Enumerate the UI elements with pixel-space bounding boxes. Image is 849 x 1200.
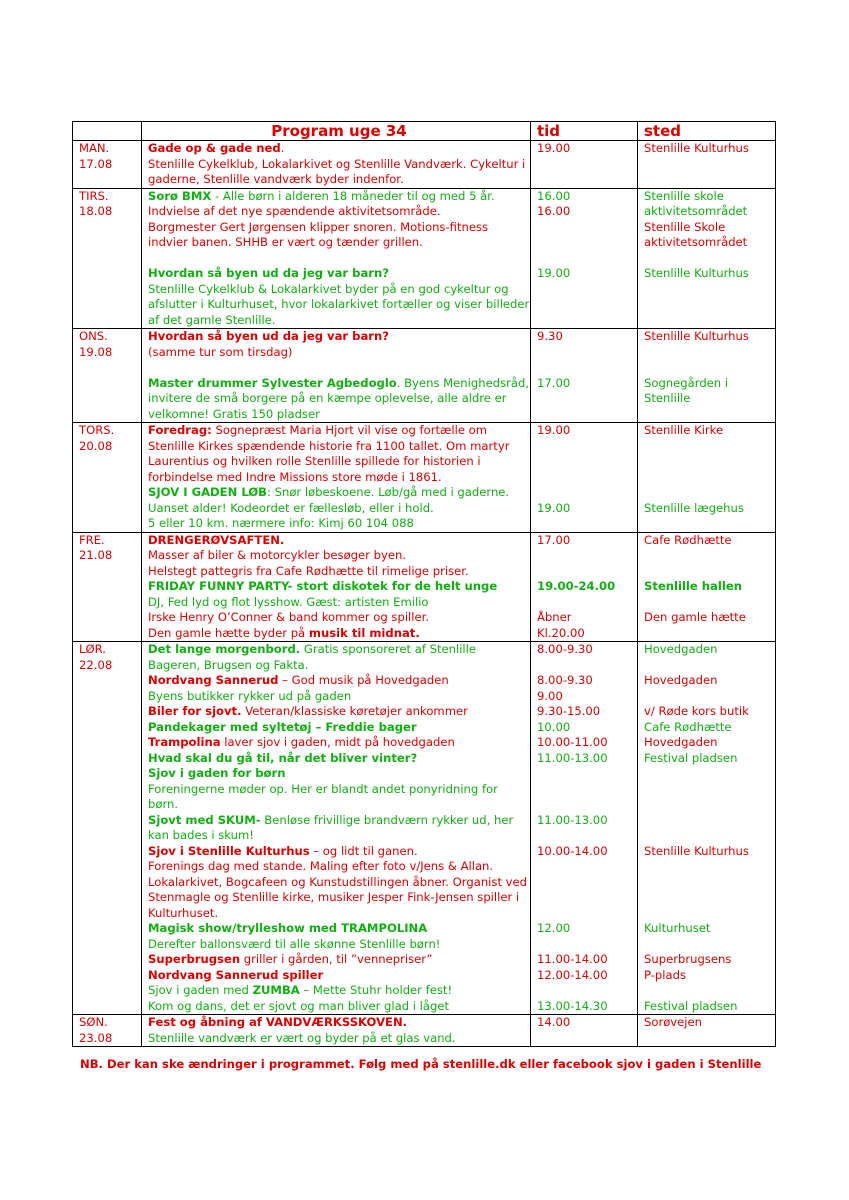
activity-highlight: Hvordan så byen ud da jeg var barn? — [148, 329, 390, 343]
time-value: 16.00 — [537, 188, 571, 203]
activity-highlight: Master drummer Sylvester Agbedoglo — [148, 375, 397, 390]
place-value: Stenlille Kulturhus — [644, 843, 749, 858]
place-cell — [638, 329, 776, 423]
spacer — [644, 937, 775, 953]
table-row — [73, 642, 776, 1015]
time-value: 14.00 — [537, 1015, 571, 1029]
weekday: MAN. — [79, 141, 110, 155]
date: 20.08 — [79, 438, 113, 453]
activity-span: Kom og dans, det er sjovt og man bliver glad i låget — [148, 998, 450, 1013]
activity-highlight: Sjov i Stenlille Kulturhus — [148, 843, 310, 858]
table-row — [73, 532, 776, 642]
day-cell — [73, 329, 142, 423]
activity-highlight: Pandekager med syltetøj – Freddie bager — [148, 719, 417, 734]
activity-span: – Mette Stuhr holder fest! — [299, 983, 453, 997]
spacer — [537, 548, 637, 564]
spacer — [537, 875, 637, 891]
activity-span: Gratis sponsoreret af Stenlille Bageren, Brugsen og Fakta. — [148, 642, 476, 672]
time-value: 17.00 — [537, 532, 571, 547]
activity-text — [148, 844, 530, 860]
footer-note: NB. Der kan ske ændringer i programmet. Følg med på stenlille.dk eller facebook sjov i gaden i Stenlille — [80, 1057, 762, 1071]
table-row — [73, 141, 776, 189]
place-value: Superbrugsens — [644, 952, 732, 966]
spacer — [537, 906, 637, 922]
weekday: SØN. — [79, 1015, 108, 1029]
time-value: Åbner — [537, 610, 572, 624]
activity-span: Forenings dag med stande. Maling efter foto v/Jens & Allan. Lokalarkivet, Bogcafeen og Kunstudstillingen åbner. Organist ved Stenmagle og Stenlille kirke, musiker Jesper Fink-Jensen spiller i Kulturhuset. — [148, 859, 528, 920]
activity-highlight: DRENGERØVSAFTEN. — [148, 532, 285, 547]
activity-span: . — [280, 141, 285, 155]
time-value: 12.00-14.00 — [537, 967, 608, 982]
time-value: 19.00 — [537, 500, 571, 515]
activity-span: DJ, Fed lyd og flot lysshow. Gæst: artisten Emilio — [148, 594, 429, 609]
spacer — [644, 906, 775, 922]
day-cell — [73, 532, 142, 642]
time-cell — [531, 141, 638, 189]
spacer — [148, 360, 530, 376]
activity-text — [148, 579, 530, 595]
weekday: TIRS. — [79, 188, 109, 203]
day-cell — [73, 423, 142, 533]
time-value: 9.30 — [537, 329, 563, 343]
activity-text — [148, 610, 530, 626]
activity-text — [148, 813, 530, 844]
time-cell — [531, 329, 638, 423]
activity-cell — [142, 1015, 531, 1047]
day-cell — [73, 141, 142, 189]
place-value: Cafe Rødhætte — [644, 719, 732, 734]
activity-span: : Snør løbeskoene. Løb/gå med i gaderne. Uanset alder! Kodeordet er fællesløb, eller i hold. — [148, 485, 510, 515]
time-value: 9.30-15.00 — [537, 704, 601, 718]
spacer — [644, 859, 775, 875]
activity-highlight: Trampolina — [148, 735, 221, 749]
activity-span: Indvielse af det nye spændende aktivitetsområde. — [148, 204, 441, 218]
activity-text — [148, 204, 530, 220]
activity-text — [148, 782, 530, 813]
spacer — [644, 875, 775, 891]
spacer — [644, 564, 775, 580]
program-title: Program uge 34 — [142, 122, 531, 141]
time-value: 8.00-9.30 — [537, 673, 593, 687]
spacer — [537, 470, 637, 486]
table-row — [73, 423, 776, 533]
activity-highlight: Superbrugsen — [148, 952, 241, 966]
date: 23.08 — [79, 1030, 113, 1045]
activity-highlight: SJOV I GADEN LØB — [148, 485, 268, 499]
activity-text — [148, 859, 530, 921]
activity-span: (samme tur som tirsdag) — [148, 344, 293, 359]
time-value: Kl.20.00 — [537, 625, 585, 640]
activity-span: griller i gården, til ”vennepriser” — [240, 952, 433, 966]
place-cell — [638, 1015, 776, 1047]
spacer — [537, 658, 637, 674]
spacer — [537, 454, 637, 470]
spacer — [537, 235, 637, 251]
activity-text — [148, 141, 530, 157]
place-value: aktivitetsområdet — [644, 204, 748, 218]
activity-text — [148, 423, 530, 485]
activity-span: Veteran/klassiske køretøjer ankommer — [241, 704, 468, 718]
spacer — [537, 797, 637, 813]
place-value: Hovedgaden — [644, 642, 718, 656]
time-value: 11.00-13.00 — [537, 750, 608, 765]
activity-text — [148, 220, 530, 251]
activity-highlight: Sjov i gaden for børn — [148, 766, 286, 780]
spacer — [644, 689, 775, 705]
day-cell — [73, 1015, 142, 1047]
place-value: Stenlille hallen — [644, 579, 742, 593]
place-value: Stenlille skole — [644, 188, 724, 203]
activity-text — [148, 329, 530, 345]
activity-highlight: Det lange morgenbord. — [148, 642, 301, 656]
table-row — [73, 329, 776, 423]
activity-span: Byens butikker rykker ud på gaden — [148, 688, 352, 703]
header-tid: tid — [531, 122, 638, 141]
spacer — [537, 766, 637, 782]
place-cell — [638, 642, 776, 1015]
spacer — [537, 595, 637, 611]
time-cell — [531, 532, 638, 642]
weekday: ONS. — [79, 329, 108, 343]
place-value: Hovedgaden — [644, 673, 718, 687]
weekday: TORS. — [79, 423, 115, 437]
time-value: 19.00-24.00 — [537, 579, 616, 593]
activity-highlight: Biler for sjovt. — [148, 704, 242, 718]
place-value: Sorøvejen — [644, 1015, 703, 1029]
place-cell — [638, 141, 776, 189]
place-value: Stenlille Kulturhus — [644, 141, 749, 155]
spacer — [537, 937, 637, 953]
spacer — [537, 251, 637, 267]
spacer — [644, 813, 775, 829]
activity-span: Sjov i gaden med — [148, 983, 253, 997]
place-cell — [638, 423, 776, 533]
spacer — [644, 797, 775, 813]
spacer — [644, 470, 775, 486]
place-value: Stenlille Kulturhus — [644, 329, 749, 343]
spacer — [537, 890, 637, 906]
spacer — [644, 360, 775, 376]
spacer — [644, 595, 775, 611]
activity-text — [148, 673, 530, 689]
activity-highlight: Foredrag: — [148, 423, 212, 437]
spacer — [537, 220, 637, 236]
time-value: 11.00-14.00 — [537, 952, 608, 966]
activity-cell — [142, 642, 531, 1015]
spacer — [537, 983, 637, 999]
header-sted: sted — [638, 122, 776, 141]
activity-span: Stenlille vandværk er vært og byder på et glas vand. — [148, 1030, 456, 1045]
spacer — [148, 251, 530, 267]
activity-text — [148, 376, 530, 423]
place-value: Cafe Rødhætte — [644, 532, 732, 547]
place-value: v/ Røde kors butik — [644, 704, 749, 718]
spacer — [644, 439, 775, 455]
activity-highlight: Hvad skal du gå til, når det bliver vinter? — [148, 750, 418, 765]
place-value: Stenlille — [644, 391, 691, 405]
time-value: 19.00 — [537, 266, 571, 280]
time-value: 11.00-13.00 — [537, 812, 608, 827]
activity-text — [148, 485, 530, 516]
activity-text — [148, 266, 530, 282]
activity-highlight: Hvordan så byen ud da jeg var barn? — [148, 266, 390, 280]
activity-span: Stenlille Cykelklub, Lokalarkivet og Stenlille Vandværk. Cykeltur i gaderne, Stenlille vandværk byder indenfor. — [148, 156, 526, 186]
time-value: 16.00 — [537, 204, 571, 218]
time-value: 9.00 — [537, 688, 563, 703]
time-value: 19.00 — [537, 141, 571, 155]
spacer — [644, 548, 775, 564]
activity-span: laver sjov i gaden, midt på hovedgaden — [220, 735, 455, 749]
weekday: FRE. — [79, 532, 105, 547]
activity-text — [148, 516, 530, 532]
activity-text — [148, 157, 530, 188]
time-value: 10.00 — [537, 719, 571, 734]
spacer — [644, 828, 775, 844]
activity-span: - Alle børn i alderen 18 måneder til og med 5 år. — [211, 188, 495, 203]
program-sheet — [72, 121, 775, 1047]
activity-text — [148, 595, 530, 611]
activity-text — [148, 735, 530, 751]
activity-span: – og lidt til ganen. — [309, 843, 418, 858]
time-value: 10.00-14.00 — [537, 843, 608, 858]
activity-span: Foreningerne møder op. Her er blandt andet ponyridning for børn. — [148, 781, 498, 811]
activity-text — [148, 921, 530, 937]
activity-text — [148, 689, 530, 705]
activity-highlight: Nordvang Sannerud — [148, 673, 279, 687]
spacer — [537, 485, 637, 501]
activity-text — [148, 533, 530, 549]
spacer — [644, 251, 775, 267]
spacer — [644, 983, 775, 999]
time-value: 10.00-11.00 — [537, 735, 608, 749]
place-value: Stenlille lægehus — [644, 500, 744, 515]
activity-highlight: Fest og åbning af VANDVÆRKSSKOVEN. — [148, 1015, 408, 1029]
activity-text — [148, 189, 530, 205]
activity-text — [148, 642, 530, 673]
activity-text — [148, 548, 530, 564]
spacer — [537, 828, 637, 844]
activity-highlight: Magisk show/trylleshow med TRAMPOLINA — [148, 921, 428, 935]
table-row — [73, 188, 776, 329]
place-value: Stenlille Kirke — [644, 423, 724, 437]
place-cell — [638, 532, 776, 642]
place-value: P-plads — [644, 967, 687, 982]
spacer — [644, 890, 775, 906]
spacer — [644, 766, 775, 782]
spacer — [644, 485, 775, 501]
activity-span: Irske Henry O’Conner & band kommer og spiller. — [148, 610, 430, 624]
spacer — [537, 564, 637, 580]
spacer — [644, 345, 775, 361]
activity-highlight: Nordvang Sannerud spiller — [148, 967, 324, 982]
table-header-row — [73, 122, 776, 141]
activity-highlight: Gade op & gade ned — [148, 141, 281, 155]
activity-cell — [142, 423, 531, 533]
spacer — [644, 658, 775, 674]
date: 18.08 — [79, 204, 113, 218]
place-value: Sognegården i — [644, 375, 729, 390]
activity-text — [148, 1015, 530, 1031]
activity-text — [148, 720, 530, 736]
place-value: Den gamle hætte — [644, 610, 746, 624]
time-value: 12.00 — [537, 921, 571, 935]
activity-text — [148, 1031, 530, 1047]
activity-text — [148, 751, 530, 767]
spacer — [537, 345, 637, 361]
day-cell — [73, 188, 142, 329]
activity-span: Sognepræst Maria Hjort vil vise og fortælle om Stenlille Kirkes spændende historie fra 1100 tallet. Om martyr Laurentius og hvilken rolle Stenlille spillede for historien i forbindelse med Indre Missions store møde i 1861. — [148, 423, 510, 484]
date: 19.08 — [79, 344, 113, 359]
spacer — [537, 439, 637, 455]
activity-cell — [142, 188, 531, 329]
place-value: Festival pladsen — [644, 998, 738, 1013]
activity-span: Derefter ballonsværd til alle skønne Stenlille børn! — [148, 936, 441, 951]
activity-highlight: FRIDAY FUNNY PARTY- stort diskotek for de helt unge — [148, 579, 498, 593]
spacer — [537, 782, 637, 798]
activity-text — [148, 704, 530, 720]
activity-span: Masser af biler & motorcykler besøger byen. — [148, 548, 407, 562]
program-table — [72, 121, 776, 1047]
activity-highlight: Sjovt med SKUM- — [148, 812, 261, 827]
activity-span: Helstegt pattegris fra Cafe Rødhætte til rimelige priser. — [148, 563, 469, 578]
activity-cell — [142, 532, 531, 642]
place-value: Kulturhuset — [644, 921, 711, 935]
activity-span: . Byens Menighedsråd, invitere de små borgere på en kæmpe oplevelse, alle aldre er velkomne! Gratis 150 pladser — [148, 375, 530, 421]
header-day-cell — [73, 122, 142, 141]
time-value: 19.00 — [537, 423, 571, 437]
activity-text — [148, 564, 530, 580]
activity-text — [148, 626, 530, 642]
activity-text — [148, 983, 530, 999]
place-value: Hovedgaden — [644, 735, 718, 749]
activity-span: Den gamle hætte byder på — [148, 625, 309, 640]
day-cell — [73, 642, 142, 1015]
place-value: Stenlille Skole — [644, 219, 726, 234]
activity-text — [148, 968, 530, 984]
date: 17.08 — [79, 156, 113, 171]
place-value: Stenlille Kulturhus — [644, 266, 749, 280]
date: 22.08 — [79, 657, 113, 672]
time-cell — [531, 642, 638, 1015]
spacer — [537, 859, 637, 875]
activity-highlight: musik til midnat. — [308, 625, 420, 640]
activity-span: 5 eller 10 km. nærmere info: Kimj 60 104 088 — [148, 516, 414, 530]
activity-span: Borgmester Gert Jørgensen klipper snoren. Motions-fitness indvier banen. SHHB er vært og tænder grillen. — [148, 219, 489, 249]
activity-text — [148, 999, 530, 1015]
time-value: 13.00-14.30 — [537, 998, 608, 1013]
spacer — [644, 782, 775, 798]
time-cell — [531, 188, 638, 329]
date: 21.08 — [79, 548, 113, 562]
place-cell — [638, 188, 776, 329]
weekday: LØR. — [79, 642, 106, 656]
activity-text — [148, 952, 530, 968]
spacer — [644, 454, 775, 470]
activity-span: Benløse frivillige brandværn rykker ud, her kan bades i skum! — [148, 812, 514, 842]
activity-text — [148, 766, 530, 782]
activity-highlight: ZUMBA — [252, 983, 300, 997]
place-value: Festival pladsen — [644, 750, 738, 765]
time-value: 8.00-9.30 — [537, 642, 593, 656]
place-value: aktivitetsområdet — [644, 235, 748, 249]
time-value: 17.00 — [537, 375, 571, 390]
activity-text — [148, 937, 530, 953]
time-cell — [531, 423, 638, 533]
activity-text — [148, 282, 530, 329]
activity-highlight: Sorø BMX — [148, 188, 212, 203]
spacer — [537, 360, 637, 376]
activity-cell — [142, 329, 531, 423]
table-row — [73, 1015, 776, 1047]
time-cell — [531, 1015, 638, 1047]
activity-cell — [142, 141, 531, 189]
activity-span: Stenlille Cykelklub & Lokalarkivet byder på en god cykeltur og afslutter i Kulturhuset, hvor lokalarkivet fortæller og viser billeder af det gamle Stenlille. — [148, 281, 530, 327]
activity-span: – God musik på Hovedgaden — [278, 673, 449, 687]
activity-text — [148, 345, 530, 361]
